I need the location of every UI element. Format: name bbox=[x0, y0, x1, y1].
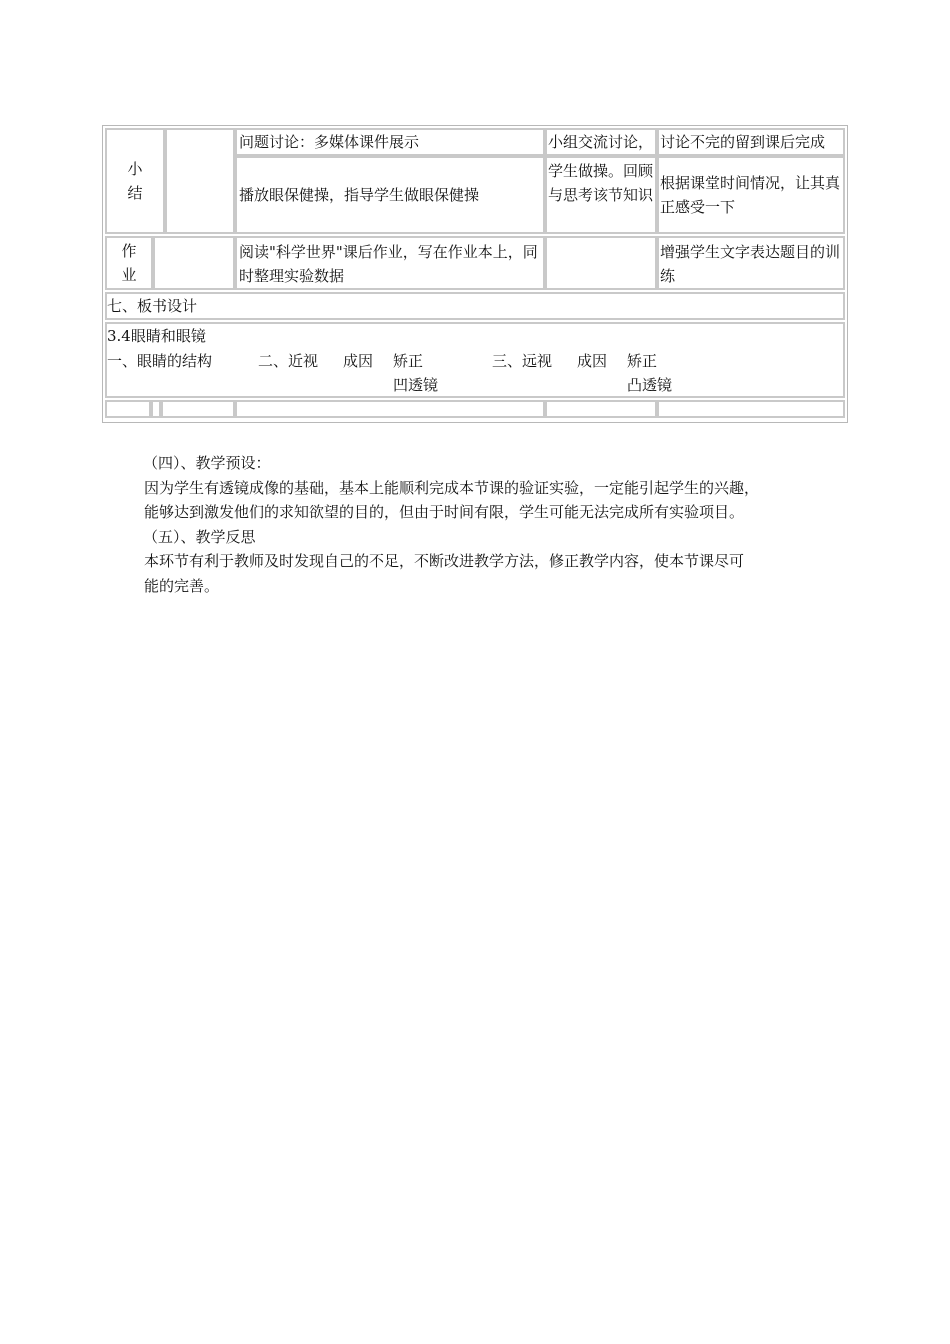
reflection-heading bbox=[143, 525, 847, 550]
homework-stage-label-2: 业 bbox=[121, 266, 137, 284]
summary-r1-intent-cell bbox=[657, 128, 845, 156]
board-part-myopia-lens: 凹透镜 bbox=[393, 376, 439, 394]
board-heading-text: 七、板书设计 bbox=[107, 297, 198, 315]
board-title: 3.4眼睛和眼镜 bbox=[107, 327, 206, 345]
summary-r2-intent-cell bbox=[657, 156, 845, 234]
preset-heading-text: （四）、教学预设： bbox=[143, 454, 271, 472]
empty-row-cell-4 bbox=[235, 400, 545, 418]
board-part-myopia-head: 二、近视 bbox=[258, 352, 319, 370]
board-part-myopia-cause: 成因 bbox=[343, 352, 374, 370]
empty-row-cell-5 bbox=[545, 400, 657, 418]
summary-r2-student-text: 学生做操。回顾与思考该节知识 bbox=[548, 162, 654, 204]
summary-r1-teacher-cell bbox=[235, 128, 545, 156]
lesson-plan-table bbox=[102, 125, 848, 423]
homework-intent-cell bbox=[657, 236, 845, 290]
homework-stage-label-1: 作 bbox=[121, 242, 137, 260]
homework-teacher-text: 阅读"科学世界"课后作业，写在作业本上，同时整理实验数据 bbox=[239, 243, 538, 285]
empty-row-cell-6 bbox=[657, 400, 845, 418]
board-part-hyperopia-lens: 凸透镜 bbox=[627, 376, 673, 394]
summary-r2-intent-text: 根据课堂时间情况，让其真正感受一下 bbox=[660, 174, 841, 216]
reflection-line-1: 本环节有利于教师及时发现自己的不足，不断改进教学方法，修正教学内容，使本节课尽可 bbox=[144, 552, 745, 570]
board-part-myopia-fix: 矫正 bbox=[393, 352, 424, 370]
summary-r1-intent-text: 讨论不完的留到课后完成 bbox=[660, 133, 826, 151]
summary-stage-cell bbox=[105, 128, 165, 234]
preset-line-1: 因为学生有透镜成像的基础，基本上能顺利完成本节课的验证实验，一定能引起学生的兴趣， bbox=[144, 478, 760, 497]
board-part-structure: 一、眼睛的结构 bbox=[107, 352, 213, 370]
homework-stage-cell bbox=[105, 236, 153, 290]
board-heading-cell bbox=[105, 292, 845, 320]
homework-student-cell bbox=[545, 236, 657, 290]
board-part-hyperopia-head: 三、远视 bbox=[492, 352, 553, 370]
board-content-cell bbox=[105, 322, 845, 398]
empty-row-cell-1 bbox=[105, 400, 151, 418]
board-part-hyperopia-cause: 成因 bbox=[577, 352, 608, 370]
summary-r1-teacher-text: 问题讨论：多媒体课件展示 bbox=[239, 133, 420, 151]
summary-r2-teacher-text: 播放眼保健操，指导学生做眼保健操 bbox=[239, 186, 480, 204]
preset-line-2: 能够达到激发他们的求知欲望的目的，但由于时间有限，学生可能无法完成所有实验项目。 bbox=[144, 503, 745, 521]
lesson-notes bbox=[143, 451, 847, 598]
summary-stage-label-1: 小 bbox=[127, 160, 143, 178]
preset-heading bbox=[143, 451, 847, 476]
summary-r2-teacher-cell bbox=[235, 156, 545, 234]
summary-r1-student-text: 小组交流讨论， bbox=[548, 133, 654, 151]
homework-time-cell bbox=[153, 236, 235, 290]
summary-stage-label-2: 结 bbox=[127, 184, 143, 202]
empty-row-cell-3 bbox=[161, 400, 235, 418]
homework-intent-text: 增强学生文字表达题目的训练 bbox=[660, 243, 841, 285]
reflection-heading-text: （五）、教学反思 bbox=[143, 527, 256, 546]
board-part-hyperopia-fix: 矫正 bbox=[627, 352, 658, 370]
homework-teacher-cell bbox=[235, 236, 545, 290]
summary-r2-student-cell bbox=[545, 156, 657, 234]
reflection-line-2: 能的完善。 bbox=[144, 576, 220, 595]
empty-row-cell-2 bbox=[151, 400, 161, 418]
summary-time-cell bbox=[165, 128, 235, 234]
summary-r1-student-cell bbox=[545, 128, 657, 156]
